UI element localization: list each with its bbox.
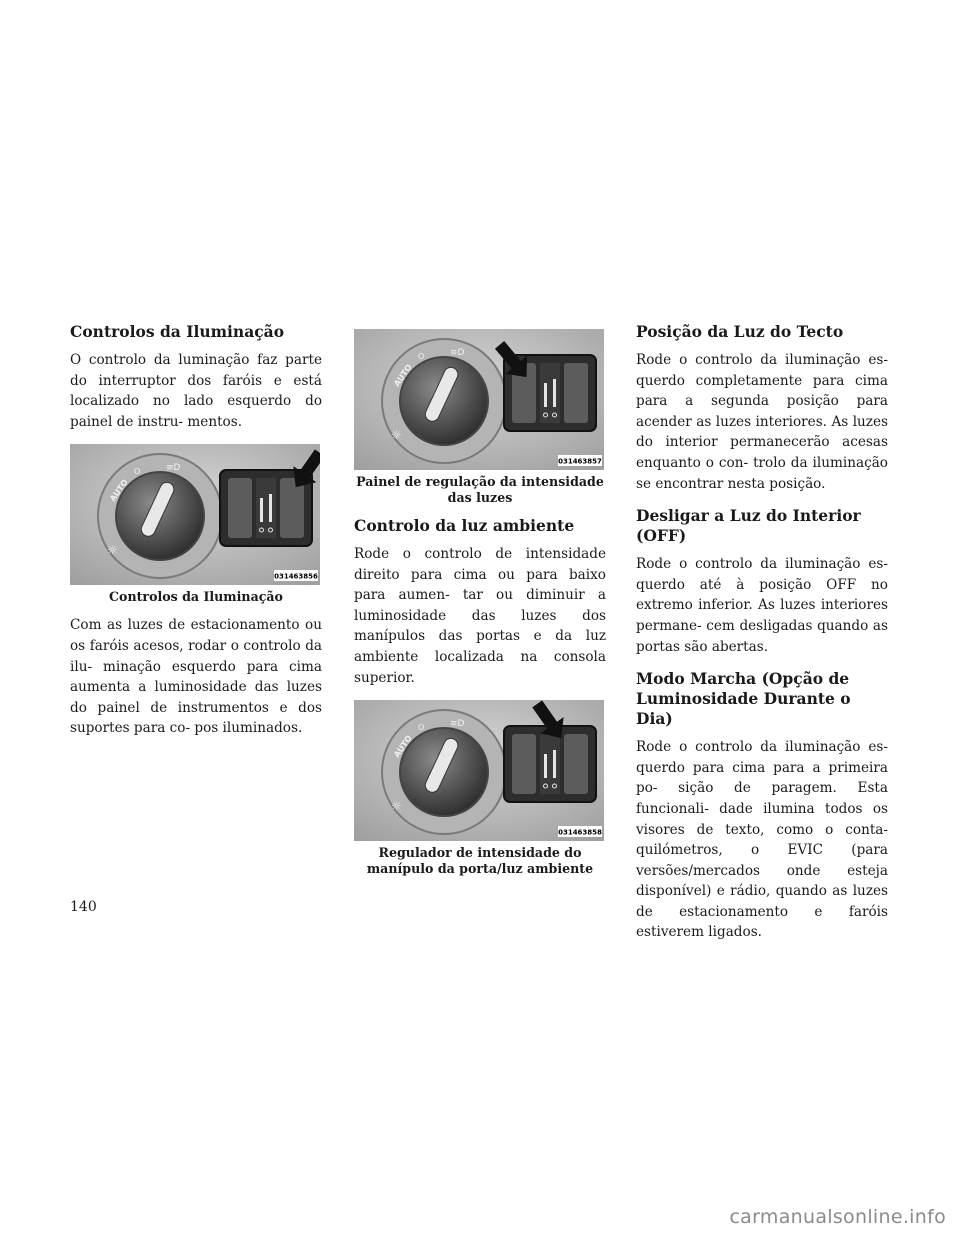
column-middle bbox=[354, 322, 606, 887]
section-heading: Posição da Luz do Tecto bbox=[636, 322, 844, 341]
figure-headlamp-switch bbox=[70, 444, 322, 605]
figure-code: 031463856 bbox=[274, 572, 318, 581]
door-dimmer-photo bbox=[354, 700, 604, 841]
figure-caption: Regulador de intensidade do manípulo da porta/luz ambiente bbox=[366, 845, 594, 877]
paragraph: O controlo da luminação faz parte do interruptor dos faróis e está localizado no lado esquerdo do painel de instru- mentos. bbox=[70, 352, 322, 430]
figure-code: 031463858 bbox=[558, 828, 602, 837]
figure-caption: Painel de regulação da intensidade das luzes bbox=[356, 474, 604, 505]
section-heading: Controlo da luz ambiente bbox=[354, 516, 575, 535]
watermark: carmanualsonline.info bbox=[729, 1206, 946, 1228]
headlamp-switch-photo bbox=[70, 444, 320, 585]
paragraph: Rode o controlo de intensidade direito para cima ou para baixo para aumen- tar ou diminuir a luminosidade das luzes dos manípulos das portas e da luz ambiente localizada na consola superior. bbox=[354, 546, 606, 686]
figure-code: 031463857 bbox=[558, 457, 602, 466]
column-left bbox=[70, 322, 322, 751]
figure-door-dimmer bbox=[354, 700, 606, 877]
section-heading: Controlos da Iluminação bbox=[70, 322, 285, 341]
dimmer-panel-photo bbox=[354, 329, 604, 470]
page-number: 140 bbox=[70, 899, 97, 915]
column-right bbox=[636, 322, 888, 955]
figure-caption: Controlos da Iluminação bbox=[109, 589, 283, 605]
paragraph: Rode o controlo da iluminação es- querdo completamente para cima para a segunda posição para acender as luzes interiores. As luzes do interior permanecerão acesas enquanto o con- trolo da iluminação se encontrar nesta posição. bbox=[636, 352, 888, 492]
section-heading: Desligar a Luz do Interior (OFF) bbox=[636, 506, 861, 546]
paragraph: Com as luzes de estacionamento ou os faróis acesos, rodar o controlo da ilu- minação esquerdo para cima aumenta a luminosidade das luzes do painel de instrumentos e dos suportes para co- pos iluminados. bbox=[70, 617, 322, 737]
paragraph: Rode o controlo da iluminação es- querdo para cima para a primeira po- sição de paragem. Esta funcionali- dade ilumina todos os visores de texto, como o conta-quilómetros, o EVIC (para versões/mercados onde esteja disponível) e rádio, quando as luzes de estacionamento e faróis estiverem ligados. bbox=[636, 739, 888, 941]
paragraph: Rode o controlo da iluminação es- querdo até à posição OFF no extremo inferior. As luzes interiores permane- cem desligadas quando as portas são abertas. bbox=[636, 556, 888, 655]
figure-dimmer-panel bbox=[354, 329, 606, 506]
section-heading: Modo Marcha (Opção de Luminosidade Durante o Dia) bbox=[636, 669, 851, 729]
